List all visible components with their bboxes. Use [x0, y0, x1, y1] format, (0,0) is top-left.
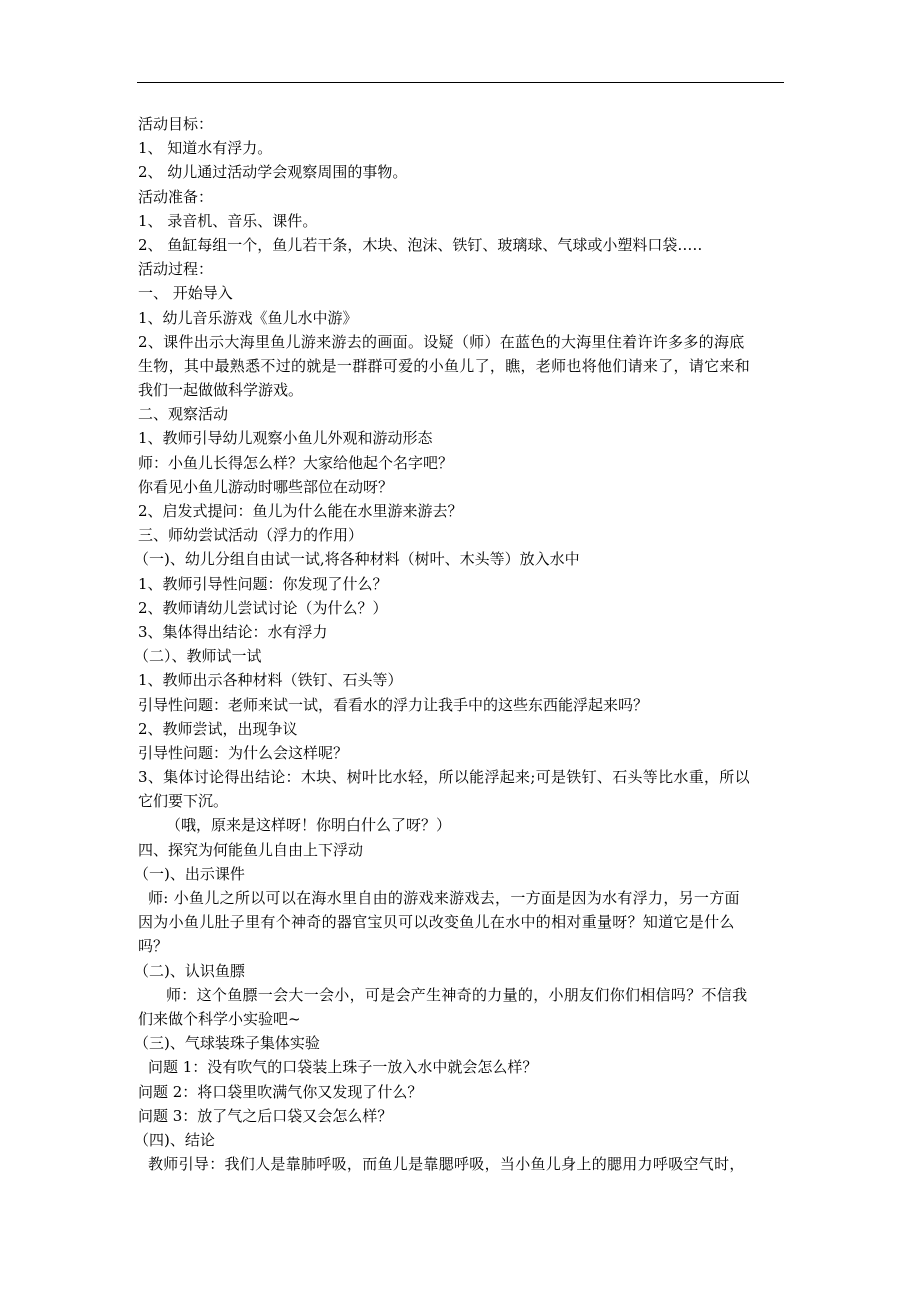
- paragraph-line: 问题 1：没有吹气的口袋装上珠子一放入水中就会怎么样？: [148, 1058, 538, 1077]
- section-4-title: 四、探究为何能鱼儿自由上下浮动: [138, 840, 364, 859]
- subsection-title: （二）、教师试一试: [134, 647, 262, 666]
- paragraph-line: 2、启发式提问：鱼儿为什么能在水里游来游去？: [138, 502, 463, 520]
- paragraph-line: 2、教师请幼儿尝试讨论（为什么？）: [138, 598, 388, 617]
- paragraph-line: 引导性问题：老师来试一试，看看水的浮力让我手中的这些东西能浮起来吗？: [138, 695, 649, 714]
- goal-item-1: 1、 知道水有浮力。: [138, 139, 273, 158]
- heading-preparation: 活动准备：: [138, 187, 214, 206]
- paragraph-line: 教师引导：我们人是靠肺呼吸，而鱼儿是靠腮呼吸，当小鱼儿身上的腮用力呼吸空气时，: [148, 1155, 745, 1174]
- heading-process: 活动过程：: [138, 260, 214, 279]
- document-body: [134, 112, 788, 1176]
- subsection-title: （二)、认识鱼膘: [134, 961, 245, 980]
- paragraph-line: 2、教师尝试，出现争议: [138, 719, 298, 738]
- paragraph-line: 们来做个科学小实验吧~: [138, 1009, 301, 1028]
- subsection-title: （一)、出示课件: [134, 864, 245, 883]
- paragraph-line: 1、教师引导幼儿观察小鱼儿外观和游动形态: [138, 429, 433, 448]
- paragraph-line: 生物，其中最熟悉不过的就是一群群可爱的小鱼儿了，瞧，老师也将他们请来了，请它来和: [138, 356, 751, 375]
- goal-item-2: 2、 幼儿通过活动学会观察周围的事物。: [138, 163, 408, 182]
- section-2-title: 二、观察活动: [138, 405, 229, 424]
- paragraph-line: 3、集体讨论得出结论：木块、树叶比水轻，所以能浮起来;可是铁钉、石头等比水重，所以: [138, 768, 750, 787]
- paragraph-line: 2、课件出示大海里鱼儿游来游去的画面。设疑（师）在蓝色的大海里住着许许多多的海底: [138, 332, 745, 351]
- paragraph-line: 引导性问题：为什么会这样呢？: [138, 743, 349, 762]
- subsection-title: （四)、结论: [134, 1130, 215, 1149]
- section-1-title: 一、 开始导入: [138, 284, 233, 303]
- paragraph-line: 1、教师出示各种材料（铁钉、石头等）: [138, 671, 403, 690]
- section-3-title: 三、师幼尝试活动（浮力的作用）: [138, 526, 364, 545]
- prep-item-2: 2、 鱼缸每组一个，鱼儿若干条，木块、泡沫、铁钉、玻璃球、气球或小塑料口袋…‥: [138, 235, 703, 254]
- paragraph-line: 1、教师引导性问题：你发现了什么？: [138, 574, 388, 593]
- paragraph-line: 师：这个鱼膘一会大一会小，可是会产生神奇的力量的，小朋友们你们相信吗？不信我: [166, 985, 748, 1004]
- paragraph-line: 吗？: [138, 937, 169, 956]
- paragraph-line: （哦，原来是这样呀！你明白什么了呀？）: [166, 816, 452, 835]
- paragraph-line: 3、集体得出结论：水有浮力: [138, 622, 328, 641]
- paragraph-line: 问题 2：将口袋里吹满气你又发现了什么？: [138, 1082, 423, 1101]
- heading-goals: 活动目标：: [138, 115, 214, 133]
- paragraph-line: 你看见小鱼儿游动时哪些部位在动呀？: [138, 477, 394, 496]
- header-rule: [137, 82, 784, 83]
- paragraph-line: 问题 3：放了气之后口袋又会怎么样？: [138, 1106, 393, 1125]
- paragraph-line: 师：小鱼儿长得怎么样？大家给他起个名字吧？: [138, 453, 454, 472]
- subsection-title: （一)、幼儿分组自由试一试,将各种材料（树叶、木头等）放入水中: [134, 550, 580, 569]
- prep-item-1: 1、 录音机、音乐、课件。: [138, 211, 318, 230]
- paragraph-line: 它们要下沉。: [138, 792, 229, 811]
- subsection-title: （三)、气球装珠子集体实验: [134, 1034, 320, 1053]
- paragraph-line: 1、幼儿音乐游戏《鱼儿水中游》: [138, 308, 358, 327]
- paragraph-line: 我们一起做做科学游戏。: [138, 381, 304, 400]
- paragraph-line: 师: 小鱼儿之所以可以在海水里自由的游戏来游戏去，一方面是因为水有浮力，另一方面: [148, 889, 740, 907]
- paragraph-line: 因为小鱼儿肚子里有个神奇的器官宝贝可以改变鱼儿在水中的相对重量呀？知道它是什么: [138, 913, 735, 932]
